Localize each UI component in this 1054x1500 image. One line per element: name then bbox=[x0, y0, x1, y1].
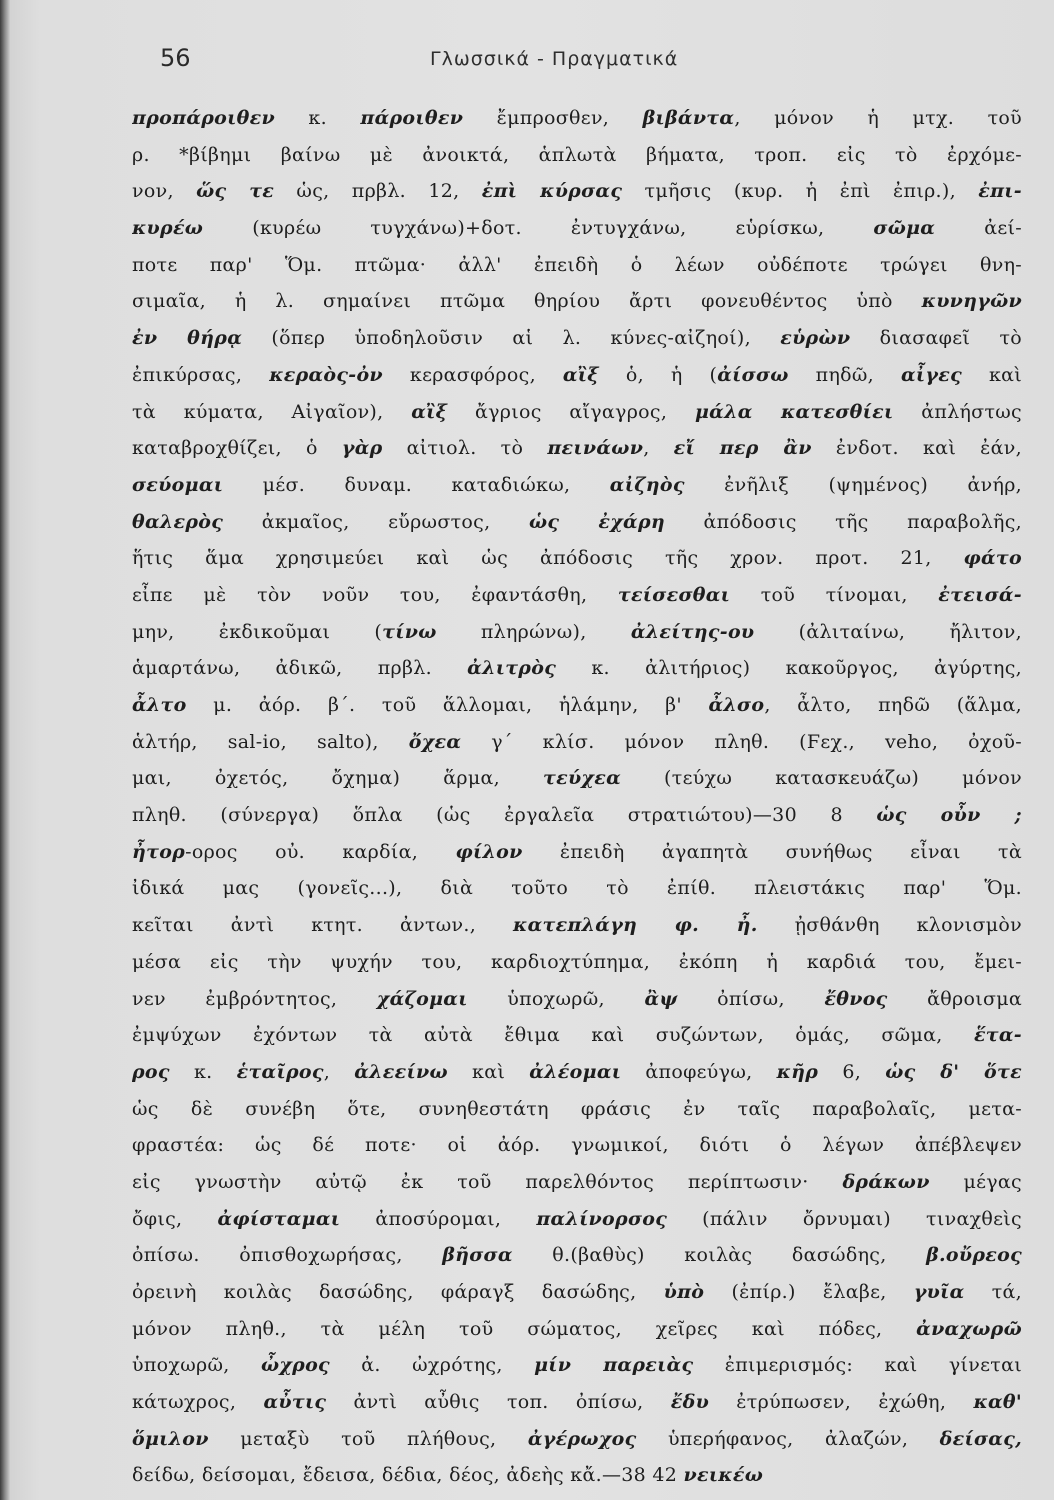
text-line bbox=[132, 1237, 1022, 1274]
text-line bbox=[132, 1091, 1022, 1128]
text-line bbox=[132, 504, 1022, 541]
headword: ὡς ἐχάρη bbox=[529, 510, 665, 533]
headword: ἦτορ bbox=[132, 840, 186, 863]
text-run: καταβροχθίζει, ὁ bbox=[132, 437, 342, 460]
headword: ὄχεα bbox=[408, 730, 462, 753]
text-run: ὑποχωρῶ, bbox=[467, 987, 645, 1010]
text-run: (ἐπίρ.) ἔλαβε, bbox=[704, 1281, 914, 1303]
headword: νεικέω bbox=[683, 1464, 764, 1487]
headword: αἶγες bbox=[900, 363, 962, 386]
headword: ἀλείτης-ου bbox=[630, 620, 755, 643]
text-line bbox=[132, 394, 1022, 431]
text-line bbox=[132, 760, 1022, 797]
text-run: καὶ bbox=[961, 363, 1022, 386]
headword: γυῖα bbox=[913, 1281, 965, 1303]
text-run: τμῆσις (κυρ. ἡ ἐπὶ ἐπιρ.), bbox=[622, 180, 979, 203]
text-run: κεῖται ἀντὶ κτητ. ἀντων., bbox=[132, 914, 514, 937]
text-run: ἐτρύπωσεν, ἐχώθη, bbox=[709, 1391, 974, 1414]
text-line bbox=[132, 614, 1022, 651]
text-line bbox=[132, 137, 1022, 174]
text-run: ἐνῆλιξ (ψημένος) ἀνήρ, bbox=[684, 473, 1022, 496]
text-line bbox=[132, 1201, 1022, 1238]
headword: ἀίσσω bbox=[717, 363, 789, 386]
text-run: ἁλτήρ, sal-io, salto), bbox=[132, 730, 409, 753]
headword: κεραὸς-ὀν bbox=[269, 363, 383, 386]
headword: εὑρὼν bbox=[780, 327, 851, 350]
text-run: εἰς γνωστὴν αὐτῷ ἐκ τοῦ παρελθόντος περίπτωσιν· bbox=[132, 1170, 843, 1193]
text-run: ἥτις ἅμα χρησιμεύει καὶ ὡς ἀπόδοσις τῆς χρον. προτ. 21, bbox=[132, 547, 964, 570]
text-run: δείδω, δείσομαι, ἔδεισα, δέδια, δέος, ἀδεὴς κἄ.—38 42 bbox=[132, 1464, 684, 1487]
text-run: ἁμαρτάνω, ἀδικῶ, πρβλ. bbox=[132, 657, 468, 680]
headword: ἀναχωρῶ bbox=[916, 1317, 1022, 1340]
text-line bbox=[132, 173, 1022, 210]
text-line bbox=[132, 870, 1022, 907]
text-run: (ἀλιταίνω, ἤλιτον, bbox=[754, 620, 1022, 643]
text-line bbox=[132, 577, 1022, 614]
text-run: ὀπίσω. ὀπισθοχωρήσας, bbox=[132, 1244, 443, 1267]
headword: τείσεσθαι bbox=[617, 583, 731, 606]
headword: ἀγέρωχος bbox=[527, 1427, 637, 1450]
text-run: κ. bbox=[274, 107, 361, 129]
text-run: ὁ, ἡ ( bbox=[598, 363, 718, 386]
text-line bbox=[132, 944, 1022, 981]
text-run: εἶπε μὲ τὸν νοῦν του, ἐφαντάσθη, bbox=[132, 583, 618, 606]
text-run: ἐπικύρσας, bbox=[132, 363, 270, 386]
headword: ὦχρος bbox=[260, 1354, 330, 1377]
text-line bbox=[132, 210, 1022, 247]
headword: ἐπὶ κύρσας bbox=[481, 180, 623, 203]
text-line bbox=[132, 100, 1022, 137]
text-run: ποτε παρ' Ὅμ. πτῶμα· ἀλλ' ἐπειδὴ ὁ λέων οὐδέποτε τρώγει θνη- bbox=[132, 253, 1022, 276]
text-line bbox=[132, 797, 1022, 834]
headword: προπάροιθεν bbox=[132, 107, 275, 129]
headword: δράκων bbox=[842, 1170, 930, 1193]
text-run: κάτωχρος, bbox=[132, 1391, 264, 1414]
text-run: ὡς δὲ συνέβη ὅτε, συνηθεστάτη φράσις ἐν ταῖς παραβολαῖς, μετα- bbox=[132, 1097, 1022, 1120]
headword: εἴ περ ἂν bbox=[673, 437, 812, 460]
page-number: 56 bbox=[160, 44, 191, 72]
headword: ἕτα- bbox=[973, 1024, 1022, 1047]
text-run: ρ. *βίβημι βαίνω μὲ ἀνοικτά, ἁπλωτὰ βήματα, τροπ. εἰς τὸ ἐρχόμε- bbox=[132, 143, 1022, 166]
headword: αὖτις bbox=[263, 1391, 327, 1414]
text-run: (ὅπερ ὑποδηλοῦσιν αἱ λ. κύνες-αἰζηοί), bbox=[242, 327, 781, 350]
text-run: (τεύχω κατασκευάζω) μόνον bbox=[621, 767, 1022, 790]
headword: παλίνορσος bbox=[536, 1207, 668, 1230]
text-run: μέσ. δυναμ. καταδιώκω, bbox=[223, 473, 610, 496]
headword: ἔδυ bbox=[670, 1391, 710, 1414]
text-run: ἄγριος αἴγαγρος, bbox=[447, 400, 695, 423]
text-run: ἐνδοτ. καὶ ἐάν, bbox=[811, 437, 1022, 460]
headword: ἔθνος bbox=[824, 987, 888, 1010]
text-run: ἀντὶ αὖθις τοπ. ὀπίσω, bbox=[326, 1391, 671, 1414]
text-line bbox=[132, 247, 1022, 284]
commentary-body bbox=[132, 100, 1022, 1494]
text-run: κερασφόρος, bbox=[382, 363, 563, 386]
text-line bbox=[132, 907, 1022, 944]
text-run: ἐπειδὴ ἀγαπητὰ συνήθως εἶναι τὰ bbox=[522, 840, 1022, 863]
text-line bbox=[132, 467, 1022, 504]
text-run: μέγας bbox=[929, 1170, 1022, 1193]
text-run: μέσα εἰς τὴν ψυχήν του, καρδιοχτύπημα, ἐκόπη ἡ καρδιά του, ἔμει- bbox=[132, 950, 1022, 973]
text-run: , ἆλτο, πηδῶ (ἅλμα, bbox=[764, 694, 1022, 716]
text-run: νεν ἐμβρόντητος, bbox=[132, 987, 377, 1010]
text-line bbox=[132, 1017, 1022, 1054]
headword: βῆσσα bbox=[442, 1244, 513, 1267]
text-line bbox=[132, 540, 1022, 577]
text-run: ἰδικά μας (γονεῖς...), διὰ τοῦτο τὸ ἐπίθ. πλειστάκις παρ' Ὅμ. bbox=[132, 877, 1022, 900]
text-line bbox=[132, 1164, 1022, 1201]
headword: ἀλέομαι bbox=[529, 1060, 622, 1083]
headword: ἐν θήρᾳ bbox=[132, 327, 243, 350]
text-run: , μόνον ἡ μτχ. τοῦ bbox=[734, 107, 1022, 129]
text-run: τά, bbox=[964, 1281, 1022, 1303]
headword: κατεπλάγη φ. ἦ. bbox=[513, 914, 758, 937]
text-run: ὡς, πρβλ. 12, bbox=[274, 180, 482, 203]
text-run: , bbox=[323, 1060, 355, 1083]
headword: ἀλιτρὸς bbox=[467, 657, 557, 680]
text-run: ἀποσύρομαι, bbox=[340, 1207, 537, 1230]
text-run: μαι, ὀχετός, ὄχημα) ἅρμα, bbox=[132, 767, 544, 790]
headword: ὥς τε bbox=[196, 180, 275, 203]
text-run: ἔμπροσθεν, bbox=[463, 107, 643, 129]
scan-binding-edge bbox=[0, 0, 10, 1500]
headword: πάροιθεν bbox=[360, 107, 464, 129]
text-run: ἀεί- bbox=[935, 217, 1022, 240]
text-run: ἀποφεύγω, bbox=[621, 1060, 777, 1083]
text-run: μεταξὺ τοῦ πλήθους, bbox=[208, 1427, 528, 1450]
text-line bbox=[132, 981, 1022, 1018]
text-run: νον, bbox=[132, 180, 197, 203]
text-run: γ΄ κλίσ. μόνον πληθ. (Ϝεχ., veho, ὀχοῦ- bbox=[461, 730, 1022, 753]
text-run: τοῦ τίνομαι, bbox=[730, 583, 939, 606]
headword: δείσας, bbox=[939, 1427, 1022, 1450]
headword: ὡς δ' ὅτε bbox=[885, 1060, 1022, 1083]
text-line bbox=[132, 283, 1022, 320]
text-line bbox=[132, 1421, 1022, 1458]
headword: φίλον bbox=[455, 840, 523, 863]
text-run: ἄθροισμα bbox=[887, 987, 1022, 1010]
headword: πεινάων bbox=[547, 437, 644, 460]
text-run: μην, ἐκδικοῦμαι ( bbox=[132, 620, 383, 643]
text-line bbox=[132, 1054, 1022, 1091]
headword: ὡς οὖν ; bbox=[876, 804, 1022, 827]
text-run: ἀκμαῖος, εὔρωστος, bbox=[223, 510, 529, 533]
text-line bbox=[132, 430, 1022, 467]
text-run: ὀρεινὴ κοιλὰς δασώδης, φάραγξ δασώδης, bbox=[132, 1281, 664, 1303]
text-run: ὄφις, bbox=[132, 1207, 218, 1230]
text-run: ὀπίσω, bbox=[677, 987, 825, 1010]
headword: ἆλτο bbox=[132, 694, 187, 716]
text-line bbox=[132, 1274, 1022, 1311]
headword: θαλερὸς bbox=[132, 510, 224, 533]
text-run: διασαφεῖ τὸ bbox=[850, 327, 1022, 350]
text-run: κ. ἀλιτήριος) κακοῦργος, ἀγύρτης, bbox=[556, 657, 1022, 680]
headword: β.οὔρεος bbox=[926, 1244, 1022, 1267]
text-run: φραστέα: ὡς δέ ποτε· οἱ ἀόρ. γνωμικοί, διότι ὁ λέγων ἀπέβλεψεν bbox=[132, 1134, 1022, 1157]
text-run: θ.(βαθὺς) κοιλὰς δασώδης, bbox=[512, 1244, 927, 1267]
headword: ἐτεισά- bbox=[938, 583, 1022, 606]
text-run: (πάλιν ὄρνυμαι) τιναχθεὶς bbox=[667, 1207, 1022, 1230]
text-line bbox=[132, 1384, 1022, 1421]
headword: κυρέω bbox=[132, 217, 204, 240]
headword: ἆλσο bbox=[708, 694, 765, 716]
running-title: Γλωσσικά - Πραγματικά bbox=[430, 48, 679, 70]
text-run: ᾐσθάνθη κλονισμὸν bbox=[757, 914, 1022, 937]
headword: τίνω bbox=[382, 620, 437, 643]
headword: καθ' bbox=[973, 1391, 1022, 1414]
text-line bbox=[132, 724, 1022, 761]
text-run: -ορος οὐ. καρδία, bbox=[185, 840, 456, 863]
headword: αἲξ bbox=[411, 400, 448, 423]
text-run: τὰ κύματα, Αἰγαῖον), bbox=[132, 400, 412, 423]
headword: ρος bbox=[132, 1060, 170, 1083]
text-run: σιμαῖα, ἡ λ. σημαίνει πτῶμα θηρίου ἄρτι φονευθέντος ὑπὸ bbox=[132, 290, 922, 313]
text-run: πληρώνω), bbox=[436, 620, 631, 643]
headword: ἐπι- bbox=[978, 180, 1022, 203]
headword: ὅμιλον bbox=[132, 1427, 209, 1450]
headword: ἂψ bbox=[644, 987, 678, 1010]
text-run: αἰτιολ. τὸ bbox=[382, 437, 548, 460]
text-line bbox=[132, 320, 1022, 357]
text-line bbox=[132, 1311, 1022, 1348]
headword: βιβάντα bbox=[642, 107, 735, 129]
text-line bbox=[132, 1457, 1022, 1494]
headword: φάτο bbox=[963, 547, 1022, 570]
headword: χάζομαι bbox=[376, 987, 468, 1010]
headword: σεύομαι bbox=[132, 473, 224, 496]
headword: μάλα κατεσθίει bbox=[694, 400, 894, 423]
headword: ἀλεείνω bbox=[354, 1060, 448, 1083]
text-line bbox=[132, 357, 1022, 394]
headword: κυνηγῶν bbox=[921, 290, 1022, 313]
text-run: κ. bbox=[169, 1060, 237, 1083]
text-run: ἐμψύχων ἐχόντων τὰ αὐτὰ ἔθιμα καὶ συζώντων, ὁμάς, σῶμα, bbox=[132, 1024, 974, 1047]
headword: γὰρ bbox=[341, 437, 383, 460]
text-run: μόνον πληθ., τὰ μέλη τοῦ σώματος, χεῖρες καὶ πόδες, bbox=[132, 1317, 917, 1340]
headword: σῶμα bbox=[873, 217, 936, 240]
text-run: ὑποχωρῶ, bbox=[132, 1354, 261, 1377]
text-run: ὑπερήφανος, ἀλαζών, bbox=[636, 1427, 940, 1450]
text-line bbox=[132, 1347, 1022, 1384]
text-run: πηδῶ, bbox=[788, 363, 901, 386]
headword: αἰζηὸς bbox=[609, 473, 685, 496]
headword: ἑταῖρος bbox=[236, 1060, 324, 1083]
headword: τεύχεα bbox=[543, 767, 622, 790]
text-line bbox=[132, 834, 1022, 871]
text-run: καὶ bbox=[447, 1060, 530, 1083]
text-run: , bbox=[643, 437, 674, 460]
text-line bbox=[132, 1127, 1022, 1164]
headword: ἀφίσταμαι bbox=[217, 1207, 341, 1230]
headword: μίν παρειὰς bbox=[534, 1354, 694, 1377]
headword: κῆρ bbox=[776, 1060, 819, 1083]
text-run: (κυρέω τυγχάνω)+δοτ. ἐντυγχάνω, εὑρίσκω, bbox=[203, 217, 874, 240]
text-run: πληθ. (σύνεργα) ὅπλα (ὡς ἐργαλεῖα στρατιώτου)—30 8 bbox=[132, 804, 877, 827]
text-run: ἀπόδοσις τῆς παραβολῆς, bbox=[665, 510, 1022, 533]
page-header bbox=[160, 44, 1020, 78]
text-line bbox=[132, 687, 1022, 724]
headword: ὑπὸ bbox=[663, 1281, 705, 1303]
text-run: ἀπλήστως bbox=[893, 400, 1022, 423]
text-run: ἀ. ὠχρότης, bbox=[329, 1354, 535, 1377]
text-line bbox=[132, 650, 1022, 687]
text-run: 6, bbox=[818, 1060, 886, 1083]
text-run: μ. ἀόρ. β΄. τοῦ ἅλλομαι, ἡλάμην, β' bbox=[186, 694, 709, 716]
headword: αἲξ bbox=[562, 363, 599, 386]
text-run: ἐπιμερισμός: καὶ γίνεται bbox=[693, 1354, 1022, 1377]
